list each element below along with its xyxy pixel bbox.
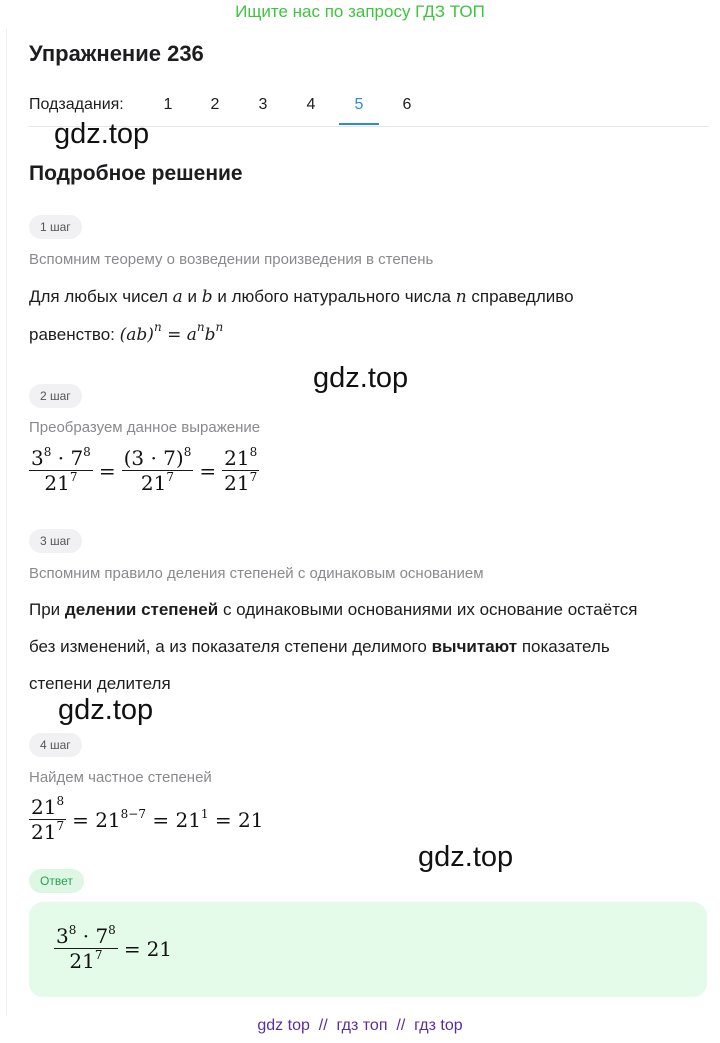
step-4-formula: $\frac{21^8}{21^7}$ = $21^{8-7} = 21^1 = 21$ xyxy=(31,794,264,844)
step-2-formula: $\frac{3^8 \cdot 7^8}{21^7}$ = $\frac{(3 \cdot 7)^8}{21^7}$ = $\frac{21^8}{21^7}$ xyxy=(31,445,258,495)
watermark: gdz.top xyxy=(418,841,514,873)
answer-badge: Ответ xyxy=(29,869,84,893)
answer-value: 21 xyxy=(146,936,173,961)
step-1-text: Для любых чисел a и b и любого натурального числа n справедливо равенство: $(ab)^n = a^nb^n$ xyxy=(29,287,574,345)
footer-links: gdz top // гдз топ // гдз top xyxy=(257,1017,463,1034)
top-banner: Ищите нас по запросу ГДЗ ТОП xyxy=(235,2,485,21)
step-3-hint: Вспомним правило деления степеней с одинаковым основанием xyxy=(29,565,484,582)
answer-formula: $\frac{3^8 \cdot 7^8}{21^7}$ = 21 xyxy=(56,923,173,973)
subtask-tab-4[interactable]: 4 xyxy=(306,96,316,113)
section-title: Подробное решение xyxy=(29,162,243,185)
page-title: Упражнение 236 xyxy=(29,41,204,66)
watermark: gdz.top xyxy=(58,694,154,726)
step-4-hint: Найдем частное степеней xyxy=(29,769,212,786)
subtask-tab-1[interactable]: 1 xyxy=(163,96,173,113)
subtasks-label: Подзадания: xyxy=(29,96,124,113)
subtask-tab-5[interactable]: 5 xyxy=(354,96,364,113)
watermark: gdz.top xyxy=(313,362,409,394)
step-1-badge: 1 шаг xyxy=(29,215,82,239)
subtask-tab-3[interactable]: 3 xyxy=(258,96,268,113)
step-1-hint: Вспомним теорему о возведении произведения в степень xyxy=(29,251,434,268)
subtask-tab-6[interactable]: 6 xyxy=(402,96,412,113)
step-2-hint: Преобразуем данное выражение xyxy=(29,419,261,436)
step-3-badge: 3 шаг xyxy=(29,529,82,553)
power-of-product-formula: $(ab)^n = a^nb^n$ xyxy=(119,320,224,345)
active-tab-indicator xyxy=(339,123,379,125)
subtask-tab-2[interactable]: 2 xyxy=(210,96,220,113)
watermark: gdz.top xyxy=(54,118,150,150)
step-3-text: При делении степеней с одинаковыми основаниями их основание остаётся без изменений, а из показателя степени делимого вычитают показатель степени делителя xyxy=(29,600,638,693)
step-4-badge: 4 шаг xyxy=(29,733,82,757)
step-2-badge: 2 шаг xyxy=(29,384,82,408)
